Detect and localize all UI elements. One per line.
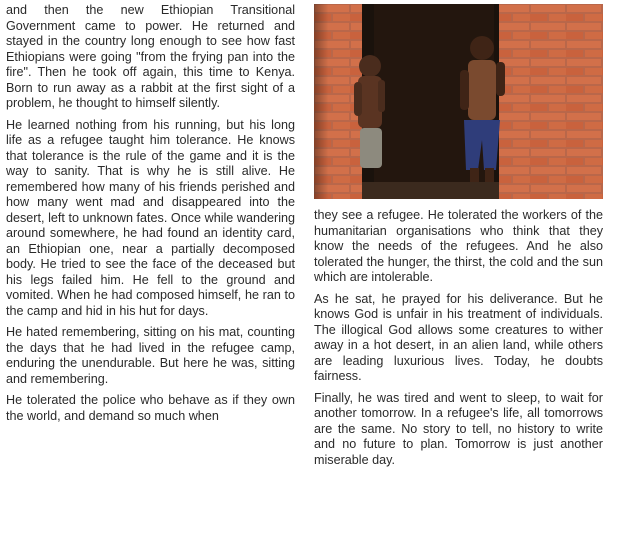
left-text-column	[6, 3, 295, 430]
paragraph: and then the new Ethiopian Transitional Government came to power. He returned and stayed in the country long enough to see how fast Ethiopians were going "from the frying pan into the fire". Then he took off again, this time to Kenya. Born to run away as a rabbit at the first sight of a problem, he thought to himself silently.	[6, 3, 295, 110]
paragraph: Finally, he was tired and went to sleep, to wait for another tomorrow. In a refugee's life, all tomorrows are the same. No story to tell, no history to write and no future to plan. Tomorrow is just another miserable day.	[314, 390, 603, 467]
paragraph: As he sat, he prayed for his deliverance. But he knows God is unfair in his treatment of individuals. The illogical God allows some creatures to wither away in a hot desert, in an alien land, while others are leading luxurious lives. Today, he doubts fairness.	[314, 291, 603, 383]
paragraph: He hated remembering, sitting on his mat, counting the days that he had lived in the refugee camp, enduring the unendurable. But here he was, sitting and remembering.	[6, 325, 295, 386]
photo-children-in-doorway	[314, 4, 603, 199]
right-text-column	[314, 208, 603, 474]
paragraph: He tolerated the police who behave as if they own the world, and demand so much when	[6, 393, 295, 423]
paragraph: they see a refugee. He tolerated the workers of the humanitarian organisations who think that they know the needs of the refugees. And he also tolerated the hunger, the thirst, the cold and the sun which are intolerable.	[314, 208, 603, 284]
paragraph: He learned nothing from his running, but his long life as a refugee taught him tolerance. He knows that tolerance is the rule of the game and it is the way to sanity. That is why he is still alive. He remembered how many of his friends perished and how many went mad and disappeared into the desert, left to unknown fates. Once while wandering around somewhere, he had found an identity card, an Ethiopian one, near a partially decomposed body. He tried to see the face of the deceased but his legs failed him. He fell to the ground and vomited. When he had composed himself, he ran to the camp and hid in his hut for days.	[6, 117, 295, 318]
